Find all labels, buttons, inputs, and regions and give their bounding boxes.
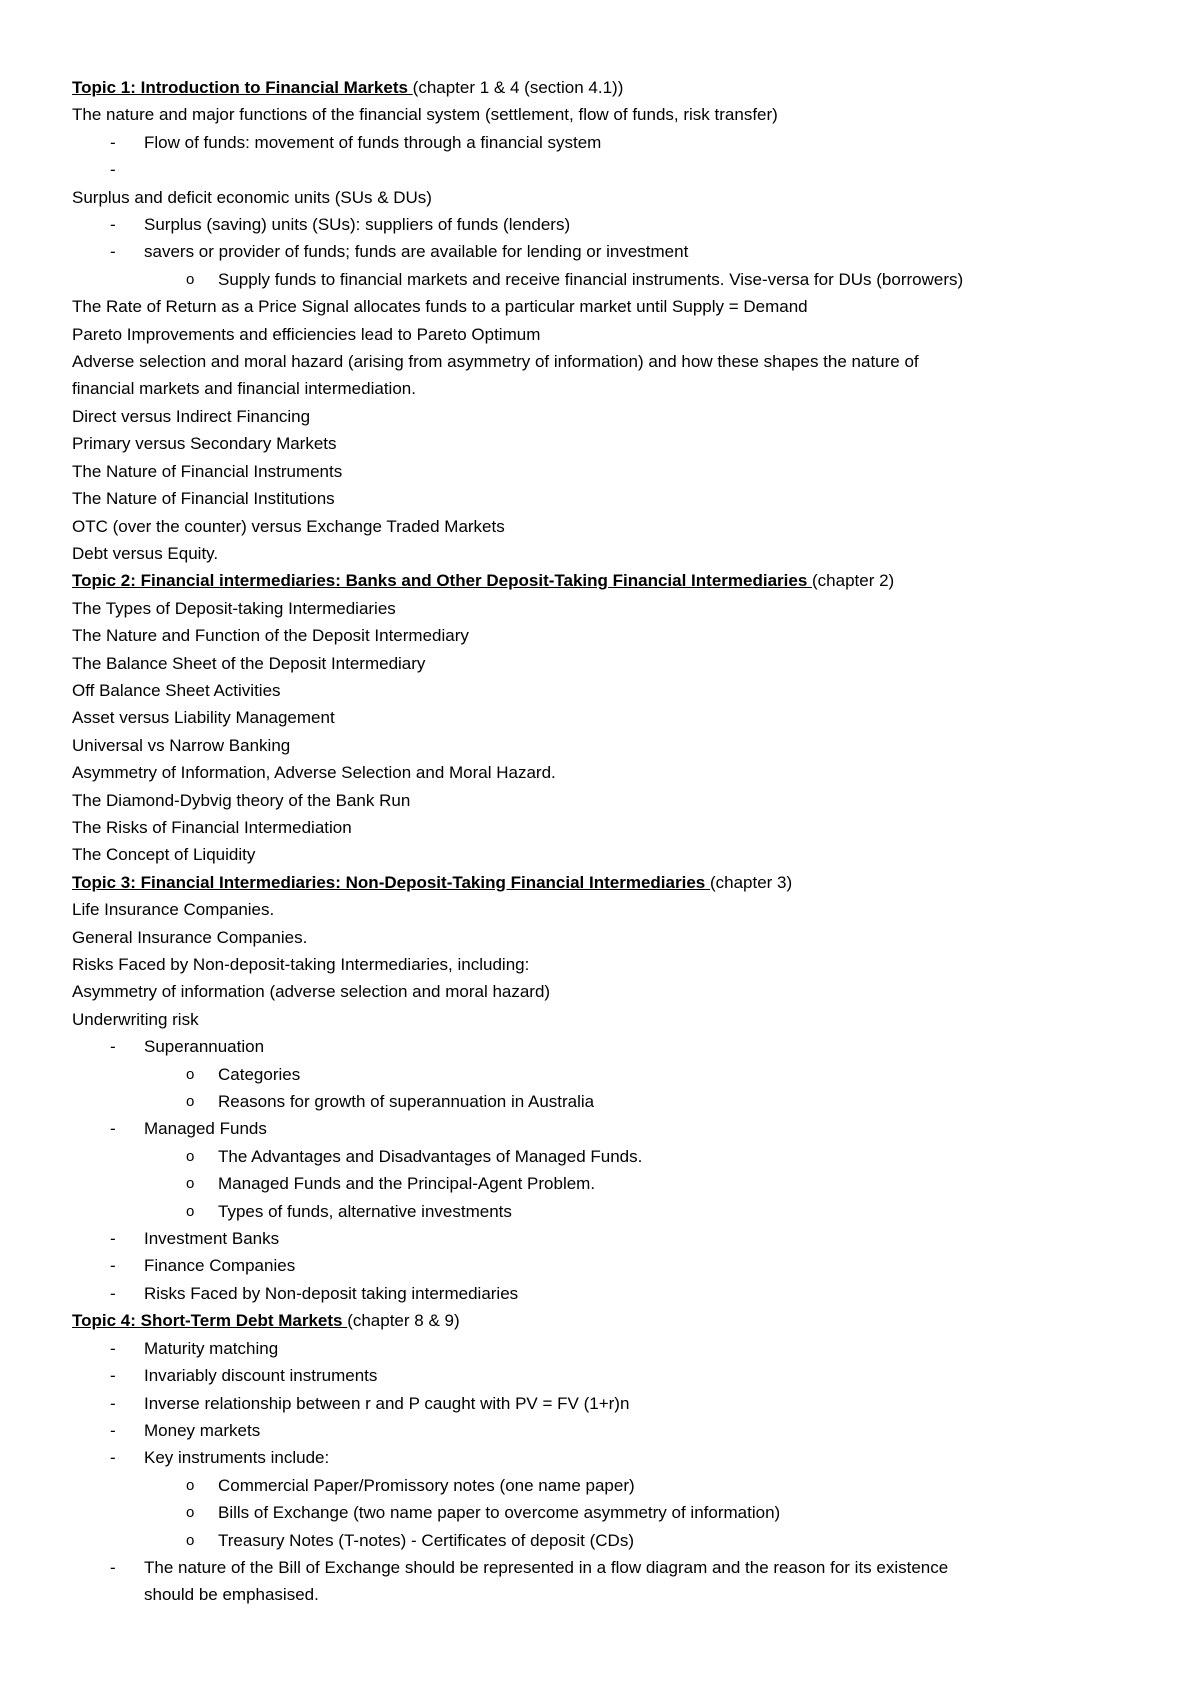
list-item: The nature and major functions of the financial system (settlement, flow of funds, risk transfer) <box>72 105 778 125</box>
list-item: Off Balance Sheet Activities <box>72 680 281 700</box>
list-item: The Nature of Financial Instruments <box>72 461 343 481</box>
bullet-item <box>72 1554 1132 1581</box>
dash-bullet: - <box>110 1338 116 1358</box>
sub-bullet-text: Commercial Paper/Promissory notes (one name paper) <box>218 1475 635 1495</box>
sub-bullet-item <box>72 1527 1132 1554</box>
dash-bullet: - <box>110 1283 116 1303</box>
bullet-text: Risks Faced by Non-deposit taking intermediaries <box>144 1283 519 1303</box>
dash-bullet: - <box>110 1037 116 1057</box>
list-item: The Diamond-Dybvig theory of the Bank Run <box>72 790 411 810</box>
dash-bullet: - <box>110 1448 116 1468</box>
dash-bullet: - <box>110 1557 116 1577</box>
list-item: Pareto Improvements and efficiencies lead to Pareto Optimum <box>72 324 541 344</box>
bullet-text: Flow of funds: movement of funds through a financial system <box>144 132 602 152</box>
sub-bullet-text: Treasury Notes (T-notes) - Certificates of deposit (CDs) <box>218 1530 634 1550</box>
dash-bullet: - <box>110 1119 116 1139</box>
bullet-item <box>72 238 1132 265</box>
circle-bullet: o <box>186 1476 195 1494</box>
sub-bullet-text: Categories <box>218 1064 301 1084</box>
bullet-text: Investment Banks <box>144 1229 280 1249</box>
bullet-item <box>72 1390 1132 1417</box>
sub-bullet-item <box>72 1198 1132 1225</box>
list-item: The Rate of Return as a Price Signal allocates funds to a particular market until Supply = Demand <box>72 297 808 317</box>
list-item: OTC (over the counter) versus Exchange Traded Markets <box>72 516 505 536</box>
bullet-text: Inverse relationship between r and P caught with PV = FV (1+r)n <box>144 1393 630 1413</box>
list-item: General Insurance Companies. <box>72 927 308 947</box>
list-item: The Balance Sheet of the Deposit Intermediary <box>72 653 426 673</box>
bullet-text: Superannuation <box>144 1037 265 1057</box>
bullet-item <box>72 1225 1132 1252</box>
bullet-item <box>72 1417 1132 1444</box>
circle-bullet: o <box>186 1202 195 1220</box>
list-item: Asset versus Liability Management <box>72 708 335 728</box>
list-item: The Nature of Financial Institutions <box>72 489 335 509</box>
sub-bullet-item <box>72 1088 1132 1115</box>
dash-bullet: - <box>110 1393 116 1413</box>
sub-bullet-item <box>72 1143 1132 1170</box>
sub-bullet-text: Managed Funds and the Principal-Agent Problem. <box>218 1174 596 1194</box>
sub-bullet-item <box>72 1472 1132 1499</box>
topic-3-chapter-ref: (chapter 3) <box>709 872 793 892</box>
sub-bullet-item <box>72 1499 1132 1526</box>
bullet-text: Surplus (saving) units (SUs): suppliers of funds (lenders) <box>144 215 571 235</box>
list-item: Adverse selection and moral hazard (arising from asymmetry of information) and how these shapes the nature of <box>72 352 919 372</box>
topic-1-heading: Topic 1: Introduction to Financial Markets <box>72 78 413 97</box>
bullet-text: savers or provider of funds; funds are available for lending or investment <box>144 242 689 262</box>
topic-2-chapter-ref: (chapter 2) <box>812 571 895 591</box>
topic-1-chapter-ref: (chapter 1 & 4 (section 4.1)) <box>412 78 624 97</box>
bullet-item <box>72 1115 1132 1142</box>
sub-bullet-item <box>72 1061 1132 1088</box>
list-item: Risks Faced by Non-deposit-taking Intermediaries, including: <box>72 955 530 974</box>
dash-bullet: - <box>110 160 116 180</box>
bullet-text: Key instruments include: <box>144 1448 330 1468</box>
circle-bullet: o <box>186 1093 195 1111</box>
bullet-text: Invariably discount instruments <box>144 1366 378 1386</box>
dash-bullet: - <box>110 1256 116 1276</box>
sub-bullet-text: The Advantages and Disadvantages of Managed Funds. <box>218 1146 643 1166</box>
topic-4-heading: Topic 4: Short-Term Debt Markets <box>72 1311 348 1331</box>
list-item: Life Insurance Companies. <box>72 900 275 920</box>
bullet-continuation: should be emphasised. <box>144 1585 319 1605</box>
bullet-text: Managed Funds <box>144 1119 267 1139</box>
list-item: The Concept of Liquidity <box>72 845 256 865</box>
list-item: The Nature and Function of the Deposit Intermediary <box>72 626 469 646</box>
bullet-item <box>72 1335 1132 1362</box>
topic-3-heading-line <box>72 869 1132 896</box>
dash-bullet: - <box>110 1229 116 1249</box>
sub-bullet-item <box>72 266 1132 293</box>
circle-bullet: o <box>186 1065 195 1083</box>
list-item: Debt versus Equity. <box>72 543 219 563</box>
list-item: The Types of Deposit-taking Intermediaries <box>72 598 396 618</box>
bullet-item <box>72 1362 1132 1389</box>
dash-bullet: - <box>110 1420 116 1440</box>
circle-bullet: o <box>186 1175 195 1193</box>
list-item: Asymmetry of information (adverse selection and moral hazard) <box>72 982 551 1002</box>
bullet-item <box>72 1444 1132 1471</box>
dash-bullet: - <box>110 132 116 152</box>
sub-bullet-text: Reasons for growth of superannuation in Australia <box>218 1092 595 1112</box>
list-item: financial markets and financial intermediation. <box>72 379 416 399</box>
document-page <box>72 74 1132 1609</box>
bullet-item <box>72 1033 1132 1060</box>
sub-bullet-text: Types of funds, alternative investments <box>218 1201 512 1221</box>
topic-4-chapter-ref: (chapter 8 & 9) <box>347 1311 460 1331</box>
circle-bullet: o <box>186 1531 195 1549</box>
list-item: Primary versus Secondary Markets <box>72 434 337 454</box>
bullet-item <box>72 211 1132 238</box>
dash-bullet: - <box>110 1366 116 1386</box>
bullet-text: Money markets <box>144 1420 261 1440</box>
bullet-item <box>72 1252 1132 1279</box>
list-item: Surplus and deficit economic units (SUs & DUs) <box>72 187 432 207</box>
bullet-item-empty <box>72 156 1132 183</box>
circle-bullet: o <box>186 1504 195 1522</box>
list-item: Direct versus Indirect Financing <box>72 406 311 426</box>
topic-2-heading: Topic 2: Financial intermediaries: Banks and Other Deposit-Taking Financial Intermediaries <box>72 571 812 591</box>
list-item: Asymmetry of Information, Adverse Selection and Moral Hazard. <box>72 763 556 783</box>
topic-2-heading-line <box>72 567 1132 594</box>
list-item: The Risks of Financial Intermediation <box>72 817 352 837</box>
circle-bullet: o <box>186 1147 195 1165</box>
bullet-item <box>72 1280 1132 1307</box>
topic-3-heading: Topic 3: Financial Intermediaries: Non-Deposit-Taking Financial Intermediaries <box>72 872 710 892</box>
topic-1-heading-line <box>72 74 1132 101</box>
sub-bullet-text: Supply funds to financial markets and receive financial instruments. Vise-versa for DUs (borrowers) <box>218 269 964 289</box>
sub-bullet-item <box>72 1170 1132 1197</box>
bullet-item <box>72 129 1132 156</box>
dash-bullet: - <box>110 215 116 235</box>
list-item: Universal vs Narrow Banking <box>72 735 291 755</box>
sub-bullet-text: Bills of Exchange (two name paper to overcome asymmetry of information) <box>218 1503 781 1523</box>
circle-bullet: o <box>186 270 195 288</box>
list-item: Underwriting risk <box>72 1009 199 1029</box>
dash-bullet: - <box>110 242 116 262</box>
bullet-text: The nature of the Bill of Exchange should be represented in a flow diagram and the reason for its existence <box>144 1557 949 1577</box>
topic-4-heading-line <box>72 1307 1132 1334</box>
bullet-text: Maturity matching <box>144 1338 279 1358</box>
bullet-text: Finance Companies <box>144 1256 296 1276</box>
